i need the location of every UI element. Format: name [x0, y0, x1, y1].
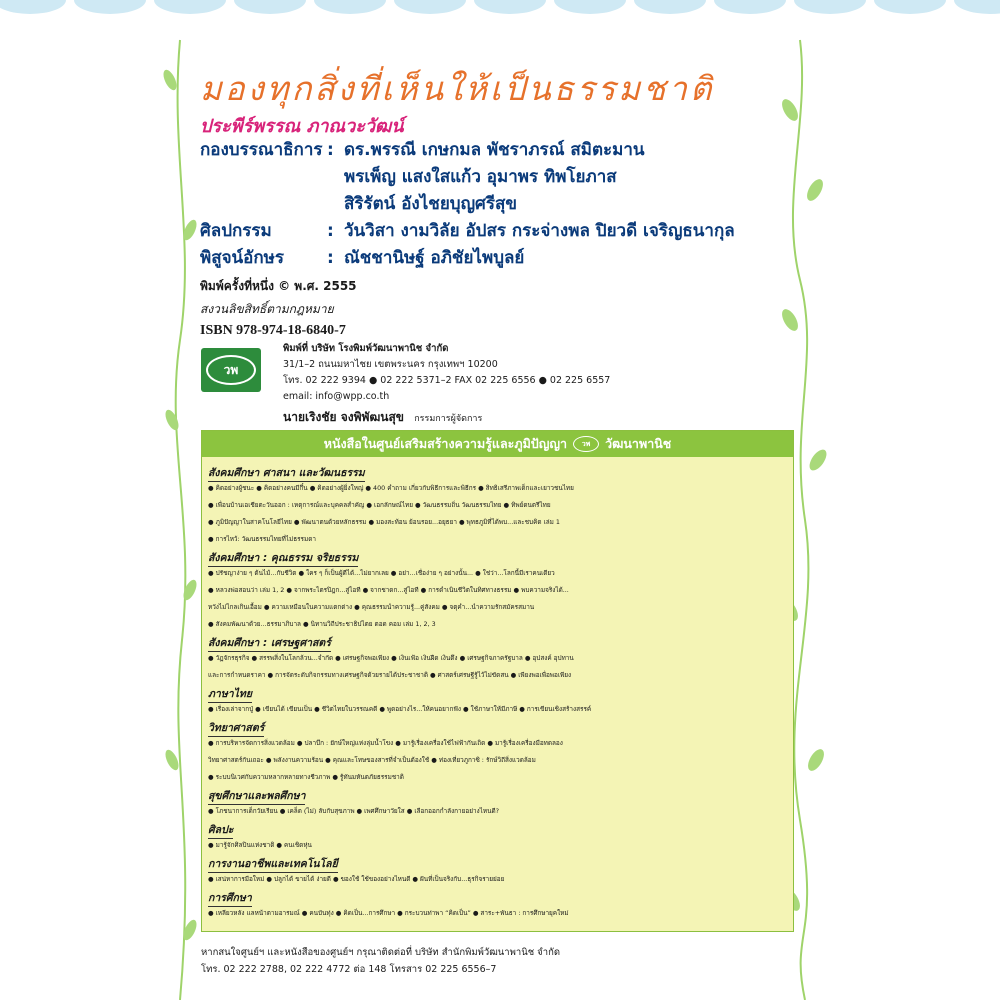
- list-item: ● เหลียวหลัง แลหน้าตามอารมณ์ ● คนบันทุ่ง ● คิดเป็น...การศึกษา ● กระบวนท่าพา “คิดเป็น” ● สาระ+พันธา : การศึกษายุคใหม่: [208, 909, 569, 917]
- printer-address: 31/1–2 ถนนมหาไชย เขตพระนคร กรุงเทพฯ 10200: [283, 359, 498, 370]
- category-heading: [208, 855, 788, 871]
- contact-phone: โทร. 02 222 2788, 02 222 4772 ต่อ 148 โทรสาร 02 225 6556–7: [201, 964, 497, 975]
- printer-name: พิมพ์ที่ บริษัท โรงพิมพ์วัฒนาพานิช จำกัด: [283, 343, 449, 354]
- contact-line: หากสนใจศูนย์ฯ และหนังสือของศูนย์ฯ กรุณาติดต่อที่ บริษัท สำนักพิมพ์วัฒนาพานิช จำกัด: [201, 947, 560, 958]
- book-catalog-box: [201, 430, 794, 932]
- scalloped-border: [0, 0, 1000, 14]
- list-item: ● คิดอย่างผู้ชนะ ● คิดอย่างคนมีกึ๋น ● คิดอย่างผู้ยิ่งใหญ่ ● 400 คำถาม เกี่ยวกับพิธีการและพิธีกร ● สิทธิเสรีภาพเด็กและเยาวชนไทย: [208, 484, 574, 492]
- credit-row-editors: [200, 136, 735, 163]
- list-item: หวังไม่ไกลเกินเอื้อม ● ความเหมือนในความแตกต่าง ● คุณธรรมนำความรู้...คู่สังคม ● จตุคำ...นำความรักสมัครสมาน: [208, 603, 535, 611]
- category-heading: [208, 634, 788, 650]
- credit-row-proofreading: [200, 244, 735, 271]
- credit-colon: :: [327, 139, 334, 160]
- category-title: สุขศึกษาและพลศึกษา: [208, 787, 305, 805]
- credit-row-editors-2: [200, 163, 735, 190]
- list-item: ● การไหว้: วัฒนธรรมไทยที่ไม่ธรรมดา: [208, 535, 316, 543]
- credit-names: ณัชชานิษฐ์ อภิชัยไพบูลย์: [344, 248, 525, 268]
- category-title: การศึกษา: [208, 889, 252, 907]
- list-item: วิทยาศาสตร์กันเถอะ ● พลังงานความร้อน ● คุณและโทษของสารที่จำเป็นต้องใช้ ● ท่องเที่ยวภูกาซิ : รักษ์วิถีสิ่งแวดล้อม: [208, 756, 536, 764]
- list-item: ● การบริหารจัดการสิ่งแวดล้อม ● ปลาบึก : ยักษ์ใหญ่แห่งลุ่มน้ำโขง ● มารู้เรื่องเครื่องใช้ไฟฟ้ากันเถิด ● มารู้เรื่องเครื่องมือทดลอง: [208, 739, 563, 747]
- catalog-heading-logo: วพ: [573, 436, 599, 452]
- list-item: ● ระบบนิเวศกับความหลากหลายทางชีวภาพ ● รู้ทันมหันตภัยธรรมชาติ: [208, 773, 404, 781]
- category-items: [208, 480, 788, 548]
- list-item: ● หลวงพ่อสอนว่า เล่ม 1, 2 ● จากพระไตรปิฎก...สู่ไอที ● จากชาดก...สู่ไอที ● การดำเนินชีวิตในทิศทางธรรม ● พบความจริงได้...: [208, 586, 569, 594]
- credit-row-art: [200, 217, 735, 244]
- credits-block: [200, 136, 735, 271]
- catalog-body: [202, 457, 793, 922]
- category-items: [208, 905, 788, 922]
- list-item: ● ปรัชญาง่าย ๆ ต้นไม้...กับชีวิต ● ใคร ๆ ก็เป็นผู้ดีได้...ไม่ยากเลย ● อย่า...เชื่อง่าย ๆ อย่างนั้น... ● ใช่ว่า...โลกนี้มีเราคนเดียว: [208, 569, 555, 577]
- catalog-heading-brand: วัฒนาพานิช: [605, 436, 672, 451]
- credit-names: ดร.พรรณี เกษกมล พัชราภรณ์ สมิตะมาน: [344, 140, 645, 160]
- list-item: ● วัฏจักรธุรกิจ ● สรรพสิ่งในโลกล้วน...จำกัด ● เศรษฐกิจพอเพียง ● เงินเฟ้อ เงินฝืด เงินตึง ● เศรษฐกิจภาครัฐบาล ● อุปสงค์ อุปทาน: [208, 654, 574, 662]
- book-title: [200, 62, 714, 115]
- catalog-heading-text: หนังสือในศูนย์เสริมสร้างความรู้และภูมิปัญญา: [323, 436, 568, 451]
- copyright-line: สงวนลิขสิทธิ์ตามกฎหมาย: [200, 302, 334, 316]
- list-item: ● เสน่หาการมือใหม่ ● ปลูกได้ ขายได้ ง่ายดี ● ของใช้ ใช้ของอย่างไหนดี ● ฝันที่เป็นจริงกับ...ธุรกิจรายย่อย: [208, 875, 505, 883]
- category-title: สังคมศึกษา ศาสนา และวัฒนธรรม: [208, 464, 365, 482]
- category-items: [208, 701, 788, 718]
- contact-footer: [201, 944, 560, 978]
- list-item: ● ภูมิปัญญาในสาคโนโลยีไทย ● พัฒนาตนด้วยหลักธรรม ● มองสะท้อน ย้อนรอย...อยุธยา ● พุทธภูมิที่ได้พบ...และชบคิด เล่ม 1: [208, 518, 560, 526]
- left-vine: [176, 40, 186, 1000]
- credit-colon: :: [327, 247, 334, 268]
- category-title: ศิลปะ: [208, 821, 233, 839]
- isbn-line: ISBN 978-974-18-6840-7: [200, 323, 346, 338]
- category-heading: [208, 549, 788, 565]
- credit-row-editors-3: [200, 190, 735, 217]
- manager-title: กรรมการผู้จัดการ: [414, 414, 483, 424]
- left-vine-leaves: [161, 68, 199, 942]
- publisher-logo: [201, 348, 261, 392]
- category-heading: [208, 719, 788, 735]
- category-title: สังคมศึกษา : คุณธรรม จริยธรรม: [208, 549, 358, 567]
- book-title-text: มองทุกสิ่งที่เห็นให้เป็นธรรมชาติ: [200, 69, 715, 108]
- category-heading: [208, 787, 788, 803]
- category-title: การงานอาชีพและเทคโนโลยี: [208, 855, 338, 873]
- catalog-heading: [202, 431, 793, 457]
- credit-colon: :: [327, 220, 334, 241]
- category-items: [208, 803, 788, 820]
- category-items: [208, 735, 788, 786]
- category-items: [208, 837, 788, 854]
- credit-names: พรเพ็ญ แสงใสแก้ว อุมาพร ทิพโยภาส: [344, 167, 617, 187]
- list-item: ● สังคมพัฒนาด้วย...ธรรมาภิบาล ● นิทานวิถีประชาธิปไตย ตอด คอม เล่ม 1, 2, 3: [208, 620, 436, 628]
- printer-phone: โทร. 02 222 9394 ● 02 222 5371–2 FAX 02 225 6556 ● 02 225 6557: [283, 375, 611, 386]
- edition-line: พิมพ์ครั้งที่หนึ่ง © พ.ศ. 2555: [200, 279, 357, 293]
- category-items: [208, 871, 788, 888]
- list-item: ● เรื่องเล่าจากปู่ ● เขียนได้ เขียนเป็น ● ชีวิตไทยในวรรณคดี ● พูดอย่างไร...ให้คนอยากฟัง ● ใช้ภาษาให้มีภาษี ● การเขียนเชิงสร้างสรรค์: [208, 705, 592, 713]
- credit-role: ศิลปกรรม: [200, 221, 272, 241]
- credit-names: วันวิสา งามวิลัย อัปสร กระจ่างพล ปิยวดี เจริญธนากุล: [344, 221, 735, 241]
- category-heading: [208, 685, 788, 701]
- category-heading: [208, 464, 788, 480]
- printer-email: email: info@wpp.co.th: [283, 391, 390, 402]
- credit-role: กองบรรณาธิการ: [200, 140, 323, 160]
- list-item: ● เพื่อนบ้านเอเชียตะวันออก : เหตุการณ์และบุคคลสำคัญ ● เอกลักษณ์ไทย ● วัฒนธรรมถิ่น วัฒนธรรมไทย ● ทิพย์ดนตรีไทย: [208, 501, 551, 509]
- right-vine: [793, 40, 808, 1000]
- list-item: ● มารู้จักศิลปินแห่งชาติ ● คนเชิดหุ่น: [208, 841, 312, 849]
- publication-info: [200, 277, 357, 339]
- category-items: [208, 565, 788, 633]
- credit-names: สิริรัตน์ อังไชยบุญศรีสุข: [344, 194, 517, 214]
- printer-info: [283, 341, 610, 405]
- category-heading: [208, 889, 788, 905]
- category-title: สังคมศึกษา : เศรษฐศาสตร์: [208, 634, 331, 652]
- credit-role: พิสูจน์อักษร: [200, 248, 285, 268]
- manager-name: นายเริงชัย จงพิพัฒนสุข: [283, 410, 405, 424]
- list-item: ● โภชนาการเด็กวัยเรียน ● เคล็ด (ไม่) ลับกับสุขภาพ ● เพศศึกษาวัยใส ● เลือกออกกำลังกายอย่างไหนดี?: [208, 807, 500, 815]
- publisher-logo-mark: วพ: [206, 355, 256, 385]
- category-title: วิทยาศาสตร์: [208, 719, 264, 737]
- category-items: [208, 650, 788, 684]
- category-heading: [208, 821, 788, 837]
- category-title: ภาษาไทย: [208, 685, 252, 703]
- author-name: ประพีร์พรรณ ภาณวะวัฒน์: [200, 116, 404, 137]
- manager-line: [283, 408, 482, 427]
- list-item: และการกำหนดราคา ● การจัดระดับกิจกรรมทางเศรษฐกิจด้วยรายได้ประชาชาติ ● ศาสตร์เศรษฐีรู้ไว้ไม่ขัดสน ● เพียงพอเพื่อพอเพียง: [208, 671, 572, 679]
